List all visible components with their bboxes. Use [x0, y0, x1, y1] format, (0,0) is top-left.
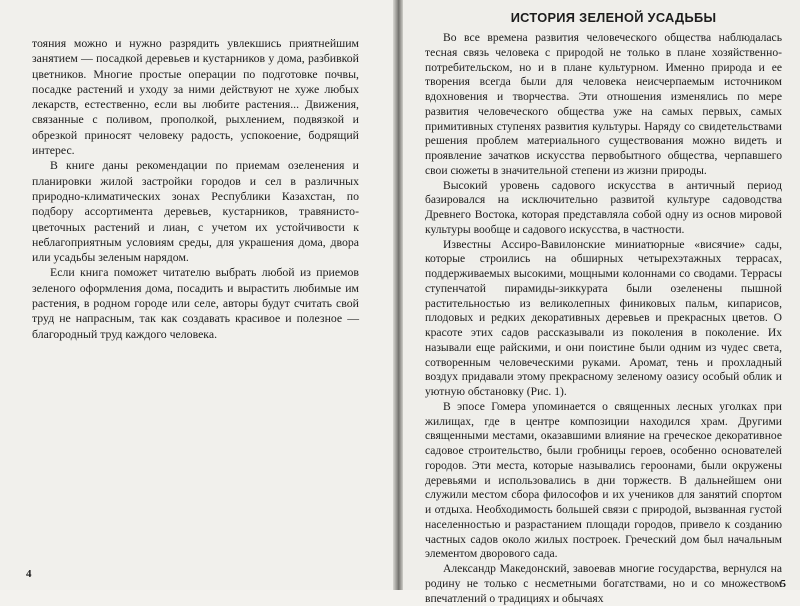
- right-paragraph-4: В эпосе Гомера упоминается о священных лесных уголках при жилищах, где в центре композиции находился храм. Другими священными местами, оказавшими влияние на греческое декоративное садовое строительство, были гробницы героев, особенно основателей городов. Эти места, которые назывались героонами, были окружены деревьями и использовались в дни торжеств. В дальнейшем они служили местом сбора философов и их учеников для занятий спортом и отдыха. Необходимость большей связи с природой, вызванная густой населенностью и разрастанием площади городов, привело к созданию частных садов около жилых построек. Греческий дом был начальным элементом дворового сада.: [425, 399, 782, 561]
- right-page: [403, 0, 800, 605]
- left-paragraph-2: [32, 158, 359, 265]
- right-paragraph-1: Во все времена развития человеческого общества наблюдалась тесная связь человека с природой не только в плане хозяйственно-потребительском, но и в плане культурном. Именно природа и ее творения всегда были для человека неисчерпаемым источником вдохновения и творчества. Эти отношения изменялись по мере развития человеческого общества уже на самых первых, самых примитивных ступенях развития культуры. Наряду со свидетельствами решения проблем материального существования можно видеть и проявление зачатков искусства первобытного общества, черпавшего свои сюжеты в значительной степени из жизни природы.: [425, 31, 782, 177]
- right-paragraph-3: Известны Ассиро-Вавилонские миниатюрные «висячие» сады, которые строились на обширных четырехэтажных террасах, поддерживаемых высокими, мощными колоннами со сводами. Террасы ступенчатой пирамиды-зиккурата были озеленены пышной растительностью из великолепных финиковых пальм, кипарисов, плодовых и редких декоративных деревьев и прекрасных цветов. О красоте этих садов рассказывали из поколения в поколение. Их называли еще райскими, и они поистине были одним из чудес света, сотворенным человеческими руками. Аромат, тень и прохладный воздух придавали этому прекрасному зеленому оазису особый облик и уютную обстановку (Рис. 1).: [425, 237, 782, 398]
- left-paragraph-1: тояния можно и нужно разрядить увлекшись приятнейшим занятием — посадкой деревьев и кустарников у дома, разбивкой цветников. Многие простые операции по подготовке почвы, посадке растений и уходу за ними действуют не хуже любых лекарств, естественно, если вы любите растения... Движения, связанные с поливом, прополкой, рыхлением, подвязкой и обрезкой приносят человеку радость, успокоение, бодрящий интерес.: [32, 36, 359, 158]
- right-page-number: 5: [780, 578, 786, 590]
- right-paragraph-5: Александр Македонский, завоевав многие государства, вернулся на родину не только с несметными богатствами, но и со множеством впечатлений о традициях и обычаях: [425, 562, 782, 605]
- book-gutter: [393, 0, 403, 590]
- left-paragraph-2-text: В книге даны рекомендации по приемам озеленения и планировки жилой застройки городов и сел в различных природно-климатических зонах Республики Казахстан, по подбору ассортимента деревьев, кустарников, травянисто-цветочных растений и лиан, с учетом их устойчивости к неблагоприятным условиям среды, для украшения дома, двора или усадьбы зеленым нарядом.: [32, 158, 359, 265]
- left-page: [0, 0, 393, 590]
- chapter-title: ИСТОРИЯ ЗЕЛЕНОЙ УСАДЬБЫ: [510, 10, 717, 25]
- right-paragraph-2: Высокий уровень садового искусства в античный период базировался на исключительно развитой культуре садоводства Древнего Востока, которая представляла собой одну из основ мировой культуры вообще и садового искусства, в частности.: [425, 178, 782, 236]
- left-page-number: 4: [26, 568, 32, 580]
- right-page-text: [425, 31, 782, 606]
- left-paragraph-3: Если книга поможет читателю выбрать любой из приемов зеленого оформления дома, посадить и вырастить любимые им растения, в родном городе или селе, авторы будут считать свой труд не напрасным, так как создавать красивое и полезное — благородный труд каждого человека.: [32, 265, 359, 341]
- left-page-text: [32, 36, 359, 342]
